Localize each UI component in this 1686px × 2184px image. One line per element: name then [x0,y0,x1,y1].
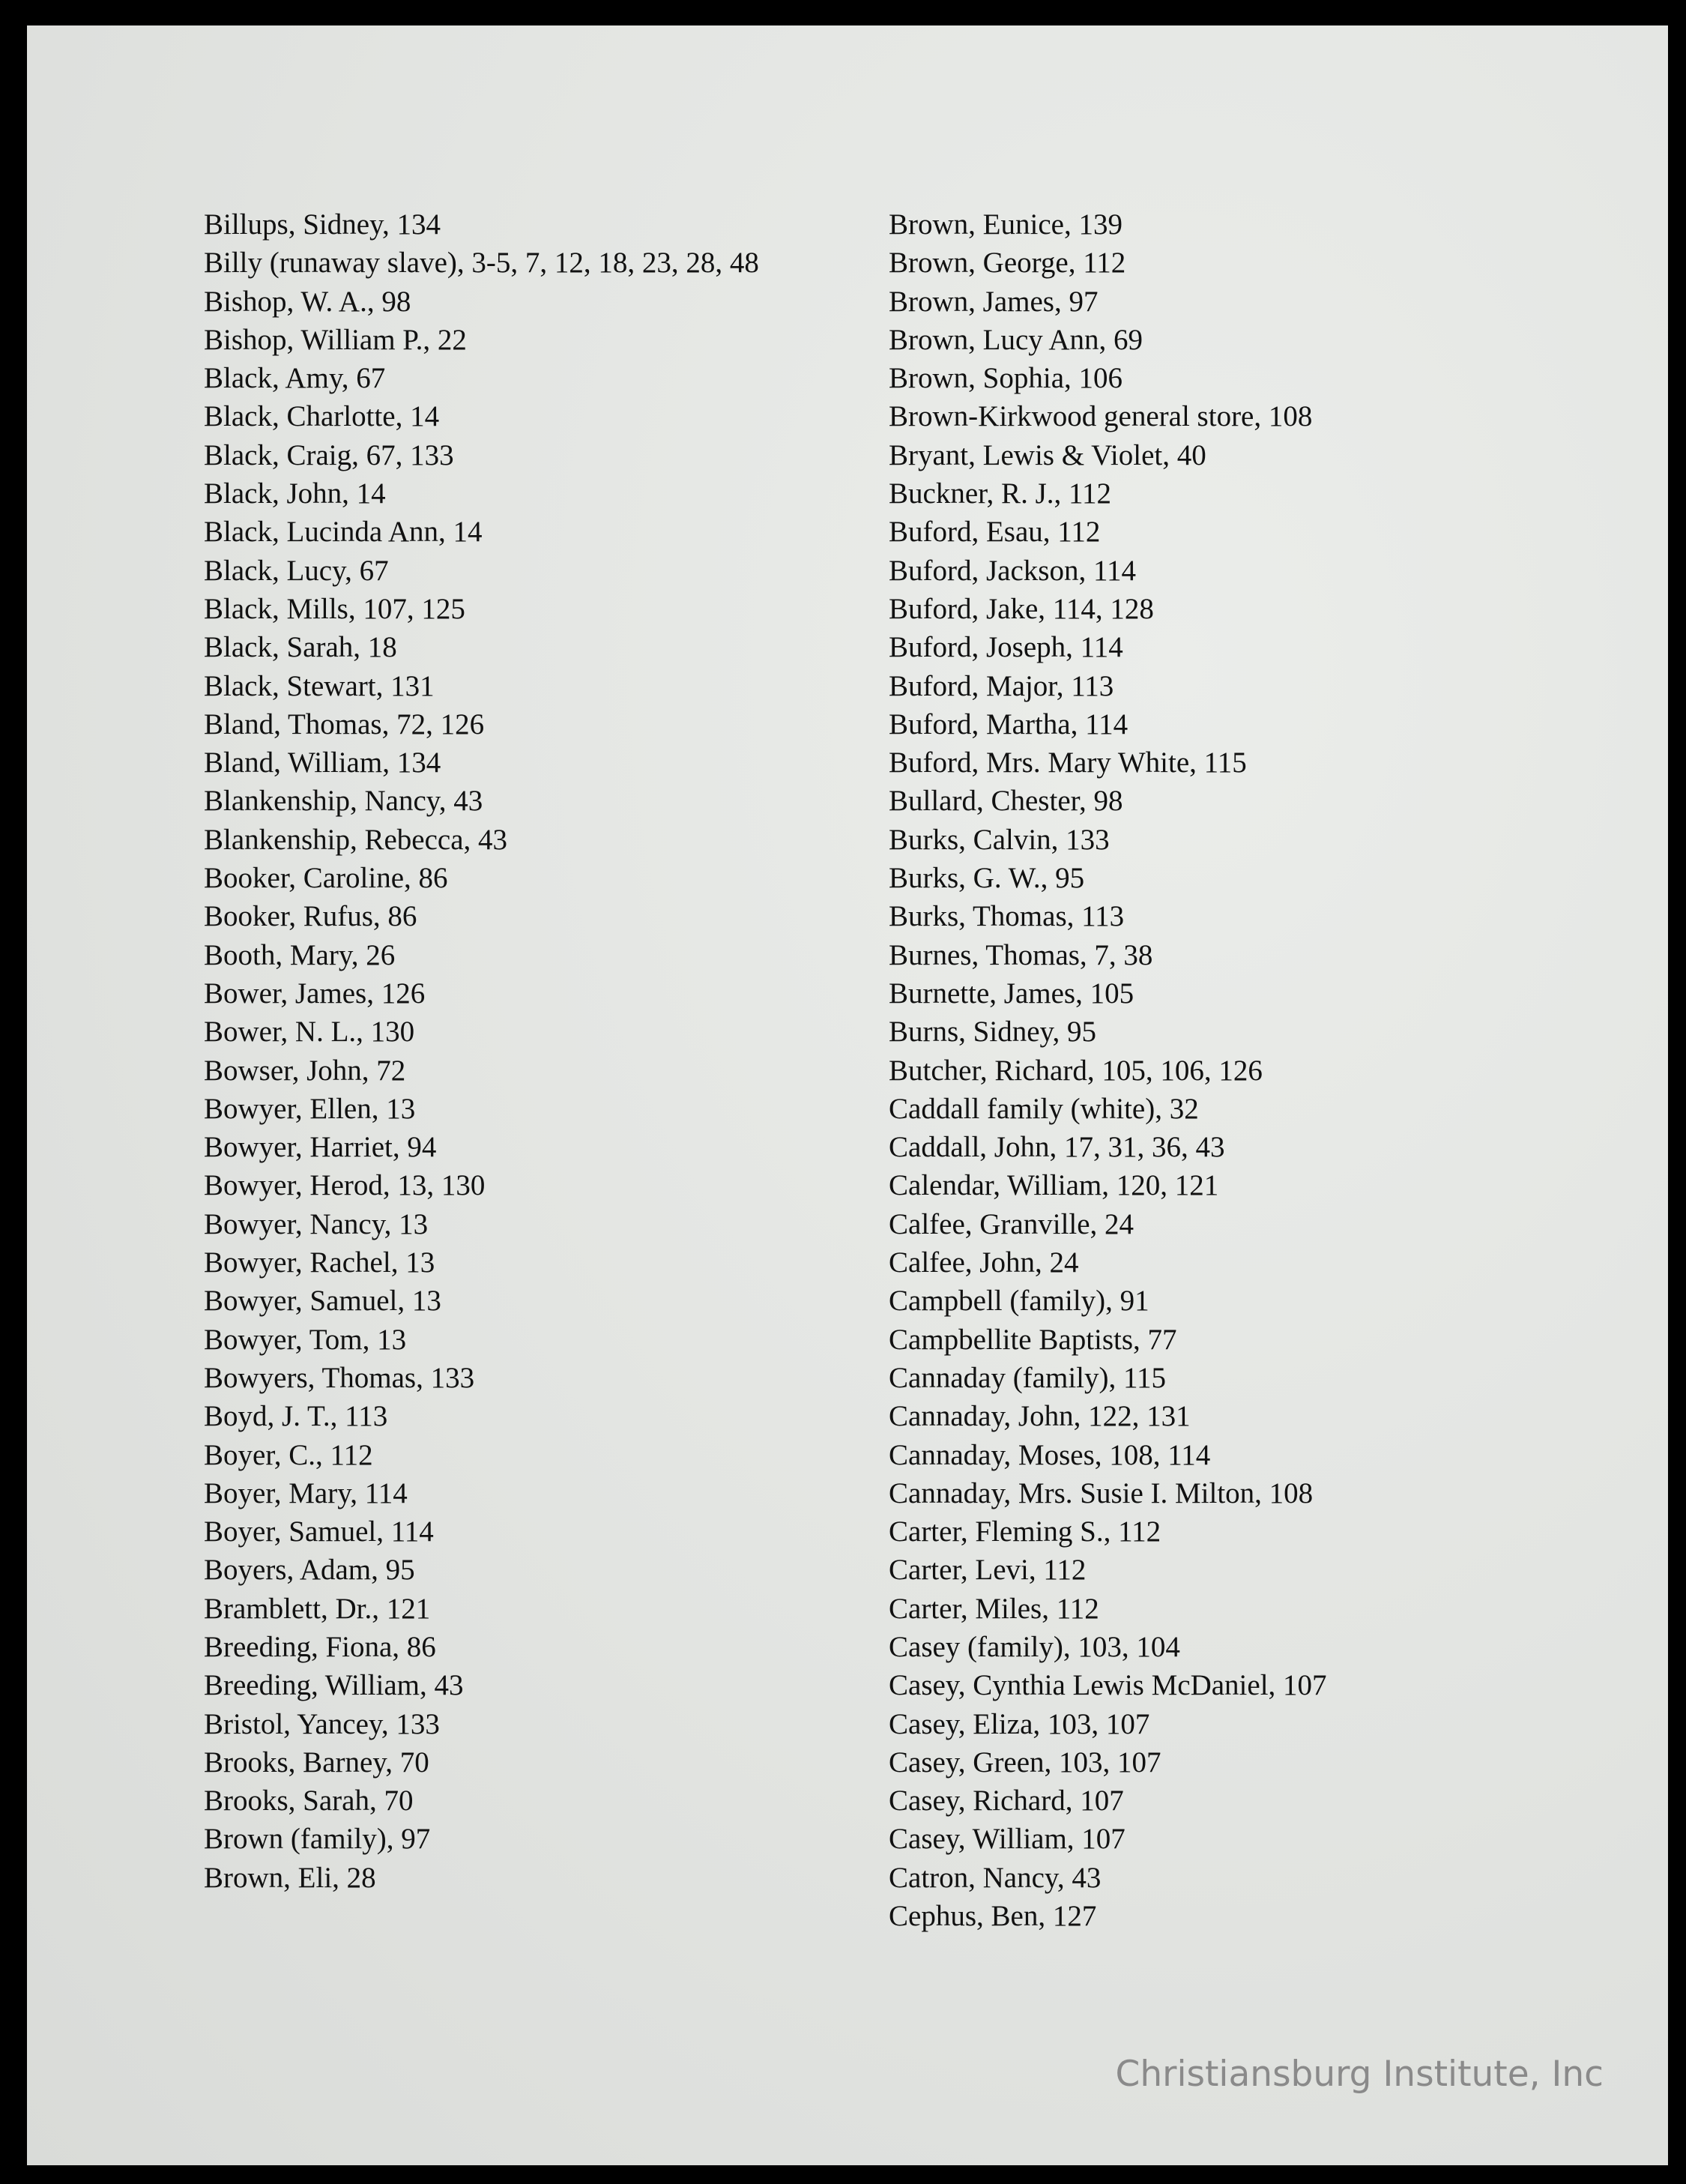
index-entry: Calfee, John, 24 [889,1246,1079,1279]
index-entry: Carter, Levi, 112 [889,1554,1087,1587]
index-entry: Cannaday (family), 115 [889,1361,1167,1394]
index-entry: Calendar, William, 120, 121 [889,1169,1219,1202]
index-entry: Black, Craig, 67, 133 [204,438,454,471]
index-entry: Bland, Thomas, 72, 126 [204,708,485,740]
index-entry: Butcher, Richard, 105, 106, 126 [889,1054,1263,1087]
index-entry: Black, Sarah, 18 [204,631,397,664]
index-entry: Brooks, Sarah, 70 [204,1785,414,1818]
index-entry: Bowyer, Herod, 13, 130 [204,1169,486,1202]
index-entry: Brown (family), 97 [204,1823,431,1856]
index-entry: Campbellite Baptists, 77 [889,1323,1177,1356]
index-entry: Bowyer, Nancy, 13 [204,1207,429,1240]
index-entry: Brown, Lucy Ann, 69 [889,323,1143,356]
index-entry: Burns, Sidney, 95 [889,1016,1096,1049]
index-entry: Booker, Caroline, 86 [204,862,448,895]
index-entry: Buckner, R. J., 112 [889,477,1112,510]
index-entry: Casey, Green, 103, 107 [889,1746,1161,1779]
index-entry: Brown-Kirkwood general store, 108 [889,400,1313,433]
index-entry: Boyers, Adam, 95 [204,1554,415,1587]
index-entry: Black, Lucy, 67 [204,554,389,587]
index-entry: Casey, Eliza, 103, 107 [889,1707,1150,1740]
index-entry: Buford, Jake, 114, 128 [889,592,1154,625]
index-entry: Casey (family), 103, 104 [889,1630,1180,1663]
index-entry: Bowyer, Harriet, 94 [204,1131,437,1164]
index-entry: Calfee, Granville, 24 [889,1207,1134,1240]
index-entry: Bowyer, Rachel, 13 [204,1246,435,1279]
index-entry: Bland, William, 134 [204,746,441,779]
index-entry: Boyd, J. T., 113 [204,1400,388,1433]
index-entry: Carter, Fleming S., 112 [889,1515,1161,1548]
index-entry: Brown, George, 112 [889,247,1126,280]
index-entry: Brooks, Barney, 70 [204,1746,429,1779]
index-column-left [204,205,848,1897]
index-entry: Buford, Joseph, 114 [889,631,1123,664]
index-entry: Casey, Richard, 107 [889,1785,1124,1818]
index-entry: Booth, Mary, 26 [204,938,396,971]
index-entry: Billups, Sidney, 134 [204,208,441,241]
index-entry: Black, Stewart, 131 [204,669,435,702]
index-entry: Buford, Mrs. Mary White, 115 [889,746,1247,779]
index-entry: Boyer, Samuel, 114 [204,1515,434,1548]
index-entry: Bowyer, Tom, 13 [204,1323,407,1356]
index-entry: Bramblett, Dr., 121 [204,1592,431,1625]
index-entry: Black, Amy, 67 [204,362,386,395]
index-entry: Billy (runaway slave), 3-5, 7, 12, 18, 23, 28, 48 [204,247,759,280]
index-entry: Blankenship, Rebecca, 43 [204,823,508,856]
index-entry: Caddall, John, 17, 31, 36, 43 [889,1131,1225,1164]
index-entry: Brown, Eli, 28 [204,1861,376,1894]
index-entry: Casey, William, 107 [889,1823,1125,1856]
index-entry: Brown, James, 97 [889,285,1099,318]
index-entry: Bower, James, 126 [204,977,426,1010]
index-entry: Bullard, Chester, 98 [889,785,1123,818]
index-entry: Bower, N. L., 130 [204,1016,415,1049]
index-entry: Bryant, Lewis & Violet, 40 [889,438,1206,471]
index-entry: Buford, Martha, 114 [889,708,1128,740]
index-entry: Boyer, Mary, 114 [204,1476,408,1509]
index-entry: Burnes, Thomas, 7, 38 [889,938,1153,971]
index-entry: Burks, Calvin, 133 [889,823,1110,856]
document-page [27,25,1668,2165]
index-entry: Campbell (family), 91 [889,1285,1149,1318]
index-entry: Buford, Jackson, 114 [889,554,1137,587]
index-entry: Cannaday, Mrs. Susie I. Milton, 108 [889,1476,1314,1509]
index-entry: Breeding, William, 43 [204,1669,464,1702]
index-entry: Bowser, John, 72 [204,1054,406,1087]
index-entry: Cannaday, John, 122, 131 [889,1400,1191,1433]
index-entry: Boyer, C., 112 [204,1438,373,1471]
index-entry: Booker, Rufus, 86 [204,900,417,933]
index-entry: Brown, Sophia, 106 [889,362,1123,395]
index-entry: Bowyer, Ellen, 13 [204,1092,416,1125]
index-entry: Bowyer, Samuel, 13 [204,1285,441,1318]
index-entry: Black, Mills, 107, 125 [204,592,465,625]
index-entry: Buford, Esau, 112 [889,516,1101,549]
index-entry: Cephus, Ben, 127 [889,1900,1097,1933]
index-entry: Cannaday, Moses, 108, 114 [889,1438,1211,1471]
index-entry: Catron, Nancy, 43 [889,1861,1102,1894]
index-entry: Black, Charlotte, 14 [204,400,440,433]
index-entry: Carter, Miles, 112 [889,1592,1099,1625]
index-entry: Bishop, William P., 22 [204,323,467,356]
index-entry: Breeding, Fiona, 86 [204,1630,436,1663]
index-entry: Bishop, W. A., 98 [204,285,411,318]
index-entry: Blankenship, Nancy, 43 [204,785,483,818]
index-entry: Burnette, James, 105 [889,977,1134,1010]
index-entry: Burks, Thomas, 113 [889,900,1125,933]
index-entry: Caddall family (white), 32 [889,1092,1199,1125]
index-entry: Black, Lucinda Ann, 14 [204,516,483,549]
index-entry: Brown, Eunice, 139 [889,208,1123,241]
watermark: Christiansburg Institute, Inc [1115,2054,1604,2095]
index-entry: Bristol, Yancey, 133 [204,1707,440,1740]
index-entry: Casey, Cynthia Lewis McDaniel, 107 [889,1669,1327,1702]
index-entry: Buford, Major, 113 [889,669,1114,702]
index-entry: Bowyers, Thomas, 133 [204,1361,475,1394]
index-column-right [889,205,1638,1935]
index-entry: Black, John, 14 [204,477,386,510]
index-entry: Burks, G. W., 95 [889,862,1085,895]
